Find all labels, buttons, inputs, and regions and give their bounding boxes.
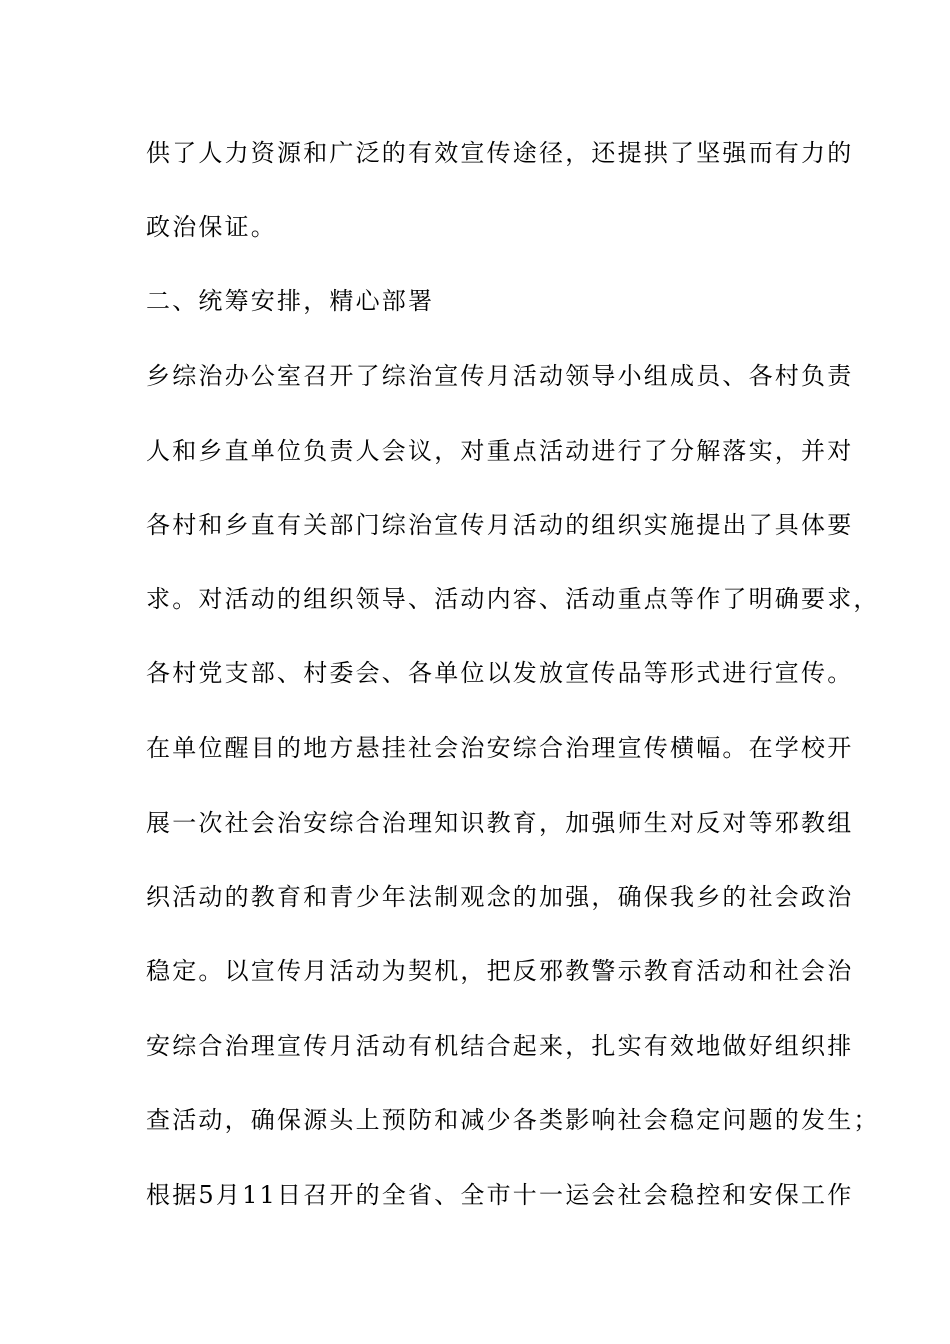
text-line: 展一次社会治安综合治理知识教育，加强师生对反对等邪教组 bbox=[146, 809, 854, 837]
text-line: 各村党支部、村委会、各单位以发放宣传品等形式进行宣传。 bbox=[146, 659, 854, 687]
text-line: 乡综治办公室召开了综治宣传月活动领导小组成员、各村负责 bbox=[146, 362, 854, 390]
text-line: 供了人力资源和广泛的有效宣传途径，还提拱了坚强而有力的 bbox=[146, 139, 854, 167]
text-line: 在单位醒目的地方悬挂社会治安综合治理宣传横幅。在学校开 bbox=[146, 734, 854, 762]
text-line: 政治保证。 bbox=[146, 213, 277, 241]
text-line: 织活动的教育和青少年法制观念的加强，确保我乡的社会政治 bbox=[146, 883, 854, 911]
text-line: 安综合治理宣传月活动有机结合起来，扎实有效地做好组织排 bbox=[146, 1032, 854, 1060]
text-line: 人和乡直单位负责人会议，对重点活动进行了分解落实，并对 bbox=[146, 437, 854, 465]
text-line: 求。对活动的组织领导、活动内容、活动重点等作了明确要求， bbox=[146, 585, 880, 613]
text-line: 各村和乡直有关部门综治宣传月活动的组织实施提出了具体要 bbox=[146, 511, 854, 539]
text-line: 稳定。以宣传月活动为契机，把反邪教警示教育活动和社会治 bbox=[146, 957, 854, 985]
section-heading: 二、统筹安排，精心部署 bbox=[146, 287, 435, 315]
text-line: 查活动，确保源头上预防和减少各类影响社会稳定问题的发生； bbox=[146, 1106, 880, 1134]
text-line: 根据5月11日召开的全省、全市十一运会社会稳控和安保工作 bbox=[146, 1181, 854, 1209]
